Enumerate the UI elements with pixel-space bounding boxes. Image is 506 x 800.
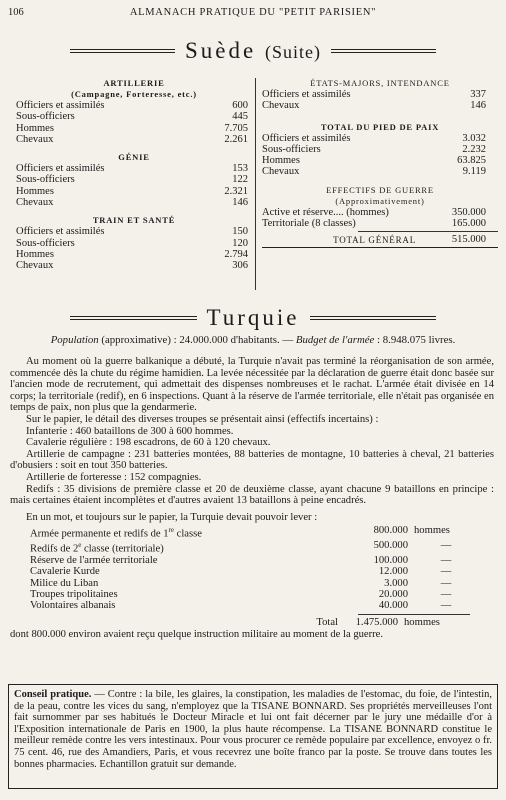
sweden-title-suffix: (Suite) [264, 42, 321, 62]
advert-text: — Contre : la bile, les glaires, la constipation, les maladies de l'estomac, du foie, de l'intestin, de la peau, contre les vices du sang, n'employez que la TISANE BONNARD. Ses propriétés merveilleuses l'ont fait surnommer par ses habitués le Docteur Miracle et lui ont fait décerner par le jury une médaille d'or à l'Exposition internationale de Paris en 1900, la plus haute récompense. La TISANE BONNARD constitue le meilleur remède contre les vers intestinaux. Pour vous procurer ce remède populaire par excellence, envoyez o fr. 75 cent. 46, rue des Amandiers, Paris, et vous recevrez une boîte franco par la poste. Se trouve dans toutes les bonnes pharmacies. Echantillon gratuit sur demande. [14, 689, 492, 770]
levy-row [10, 578, 494, 589]
table-row [16, 174, 252, 185]
population-label: Population [50, 334, 99, 346]
levy-row [10, 566, 494, 577]
paragraph: Redifs : 35 divisions de première classe et 20 de deuxième classe, ayant chacune 9 bataillons en principe : mais certaines étaient incomplètes et d'autres avaient 13 bataillons à peine encadrés. [10, 483, 494, 507]
population-text: (approximative) : 24.000.000 d'habitants. [101, 334, 280, 346]
section-subheading: (Approximativement) [335, 195, 425, 206]
row-label: Hommes [16, 122, 54, 134]
row-value: 2.321 [224, 185, 248, 197]
column-divider [255, 78, 256, 290]
row-value: 9.119 [462, 166, 486, 178]
row-value: 337 [470, 89, 486, 100]
title-rule-left [70, 49, 175, 53]
paragraph: Sur le papier, le détail des diverses troupes se présentait ainsi (effectifs incertains) : [26, 413, 379, 425]
row-label: Sous-officiers [16, 111, 75, 123]
table-row [262, 133, 498, 144]
section-heading: GÉNIE [118, 152, 150, 163]
row-label: Active et réserve.... (hommes) [262, 206, 389, 218]
row-value: 63.825 [457, 155, 486, 167]
advert-lead: Conseil pratique. [14, 689, 92, 700]
title-rule-left [70, 316, 197, 320]
almanac-title: ALMANACH PRATIQUE DU "PETIT PARISIEN" [129, 6, 377, 18]
row-value: 306 [232, 260, 248, 272]
population-budget-line: Population (approximative) : 24.000.000 d'habitants. — Budget de l'armée : 8.948.075 livres. [50, 334, 456, 346]
row-value: 3.032 [462, 132, 486, 144]
section-heading: TRAIN ET SANTÉ [92, 215, 176, 226]
advert-box [8, 684, 498, 789]
row-label: Sous-officiers [16, 237, 75, 249]
levy-label: Volontaires albanais [30, 600, 116, 612]
levy-label: Cavalerie Kurde [30, 566, 100, 578]
budget-text: : 8.948.075 livres. [377, 334, 456, 346]
levy-unit: hommes [404, 617, 440, 629]
paragraph: Artillerie de forteresse : 152 compagnies. [26, 471, 202, 483]
levy-value: 40.000 [378, 600, 408, 612]
levy-value: 20.000 [378, 588, 408, 600]
sweden-left-column [16, 78, 252, 272]
ditto-mark: — [440, 588, 452, 600]
row-label: Chevaux [262, 100, 300, 112]
table-row [262, 144, 498, 155]
row-value: 2.232 [462, 143, 486, 155]
row-label: Hommes [16, 185, 54, 197]
levy-value: 3.000 [384, 577, 408, 589]
section-subheading: (Campagne, Forteresse, etc.) [71, 89, 197, 99]
row-label: Territoriale (8 classes) [262, 218, 356, 230]
ditto-mark: — [440, 566, 452, 578]
paragraph: En un mot, et toujours sur le papier, la Turquie devait pouvoir lever : [26, 511, 318, 523]
levy-label: Réserve de l'armée territoriale [30, 554, 158, 566]
paragraph: Cavalerie régulière : 198 escadrons, de 60 à 120 chevaux. [26, 437, 271, 449]
table-row [16, 197, 252, 208]
row-value: 146 [232, 197, 248, 209]
title-rule-right [331, 49, 436, 53]
levy-value: 800.000 [373, 525, 408, 537]
sweden-title-text: Suède [185, 38, 257, 63]
page-number: 106 [8, 6, 24, 18]
table-row [16, 134, 252, 145]
running-head [8, 4, 498, 20]
row-label: Chevaux [262, 166, 300, 178]
sweden-title-banner [70, 38, 436, 64]
levy-row [10, 589, 494, 600]
table-row [16, 111, 252, 122]
section-heading: EFFECTIFS DE GUERRE [326, 184, 434, 195]
row-value: 600 [232, 100, 248, 111]
table-row [16, 260, 252, 271]
levy-value: 500.000 [373, 540, 408, 552]
row-label: Chevaux [16, 133, 54, 145]
sum-rule [358, 614, 470, 615]
ditto-mark: — [440, 600, 452, 612]
row-value: 165.000 [451, 218, 486, 230]
bottom-rule [262, 247, 498, 248]
ditto-mark: — [440, 554, 452, 566]
table-row [16, 100, 252, 111]
levy-row [10, 525, 494, 540]
levy-label: Milice du Liban [30, 577, 99, 589]
levy-row [10, 540, 494, 555]
row-value: 2.261 [224, 133, 248, 145]
table-row [16, 249, 252, 260]
row-label: Sous-officiers [16, 174, 75, 186]
table-row [16, 226, 252, 237]
paragraph: Artillerie de campagne : 231 batteries montées, 88 batteries de montagne, 10 batteries à cheval, 21 batteries d'obusiers : soit en tout 350 batteries. [10, 448, 494, 472]
table-row [262, 166, 498, 177]
row-value: 122 [232, 174, 248, 186]
row-value: 350.000 [451, 206, 486, 218]
levy-label: Troupes tripolitaines [30, 588, 118, 600]
sum-rule [358, 231, 498, 232]
title-rule-right [310, 316, 437, 320]
levy-row [10, 600, 494, 611]
row-label: Hommes [262, 155, 300, 167]
section-heading: TOTAL DU PIED DE PAIX [320, 121, 440, 132]
row-label: Officiers et assimilés [262, 132, 351, 144]
row-value: 150 [232, 226, 248, 238]
sweden-title [175, 38, 331, 64]
row-value: 120 [232, 237, 248, 249]
sweden-right-column [262, 78, 498, 248]
levy-row [10, 555, 494, 566]
grand-total-label: TOTAL GÉNÉRAL [333, 235, 416, 246]
row-label: Officiers et assimilés [16, 100, 105, 111]
paragraph: Au moment où la guerre balkanique a débuté, la Turquie n'avait pas terminé la réorganisation de son armée, commencée dès la chute du régime hamidien. La levée nécessitée par la déclaration de guerre était donc basée sur l'ancien mode de recrutement, qui admettait des dispenses nombreuses et le rachat. L'armée était divisée en 14 corps; la territoriale (redif), en 6 inspections. Quant à la réserve de l'armée territoriale, elle n'était pas organisée en temps de paix, non plus que la gendarmerie. [10, 356, 494, 414]
table-row [16, 238, 252, 249]
table-row [262, 207, 498, 218]
table-row [262, 218, 498, 229]
levy-value: 100.000 [373, 554, 408, 566]
grand-total-value: 515.000 [451, 234, 486, 246]
turkey-body [10, 356, 494, 640]
table-row [262, 89, 498, 100]
ditto-mark: — [440, 577, 452, 589]
row-value: 445 [232, 111, 248, 123]
row-label: Sous-officiers [262, 143, 321, 155]
row-label: Chevaux [16, 260, 54, 272]
section-heading: ÉTATS-MAJORS, INTENDANCE [310, 78, 450, 88]
row-value: 7.705 [224, 122, 248, 134]
levy-total-value: 1.475.000 [355, 617, 398, 629]
table-row [16, 186, 252, 197]
levy-total-label: Total [316, 617, 338, 629]
section-heading: ARTILLERIE [103, 78, 165, 88]
paragraph: Infanterie : 460 bataillons de 300 à 600 hommes. [26, 425, 234, 437]
levy-label: Armée permanente et redifs de 1re classe [30, 526, 202, 540]
levy-value: 12.000 [378, 566, 408, 578]
levy-table [10, 525, 494, 628]
table-row [16, 123, 252, 134]
table-row [16, 163, 252, 174]
turkey-title-banner [70, 305, 436, 331]
row-value: 153 [232, 163, 248, 175]
row-value: 146 [470, 100, 486, 112]
grand-total-row [262, 234, 498, 246]
levy-unit: hommes [414, 525, 450, 537]
row-label: Chevaux [16, 197, 54, 209]
row-label: Officiers et assimilés [262, 89, 351, 100]
turkey-title: Turquie [206, 305, 300, 330]
closing-line: dont 800.000 environ avaient reçu quelque instruction militaire au moment de la guerre. [10, 628, 384, 640]
levy-total-row [10, 617, 494, 628]
levy-label: Redifs de 2e classe (territoriale) [30, 541, 164, 555]
row-label: Officiers et assimilés [16, 226, 105, 238]
row-value: 2.794 [224, 248, 248, 260]
budget-label: Budget de l'armée [295, 334, 375, 346]
ditto-mark: — [440, 540, 452, 552]
row-label: Hommes [16, 248, 54, 260]
table-row [262, 100, 498, 111]
row-label: Officiers et assimilés [16, 163, 105, 175]
table-row [262, 155, 498, 166]
